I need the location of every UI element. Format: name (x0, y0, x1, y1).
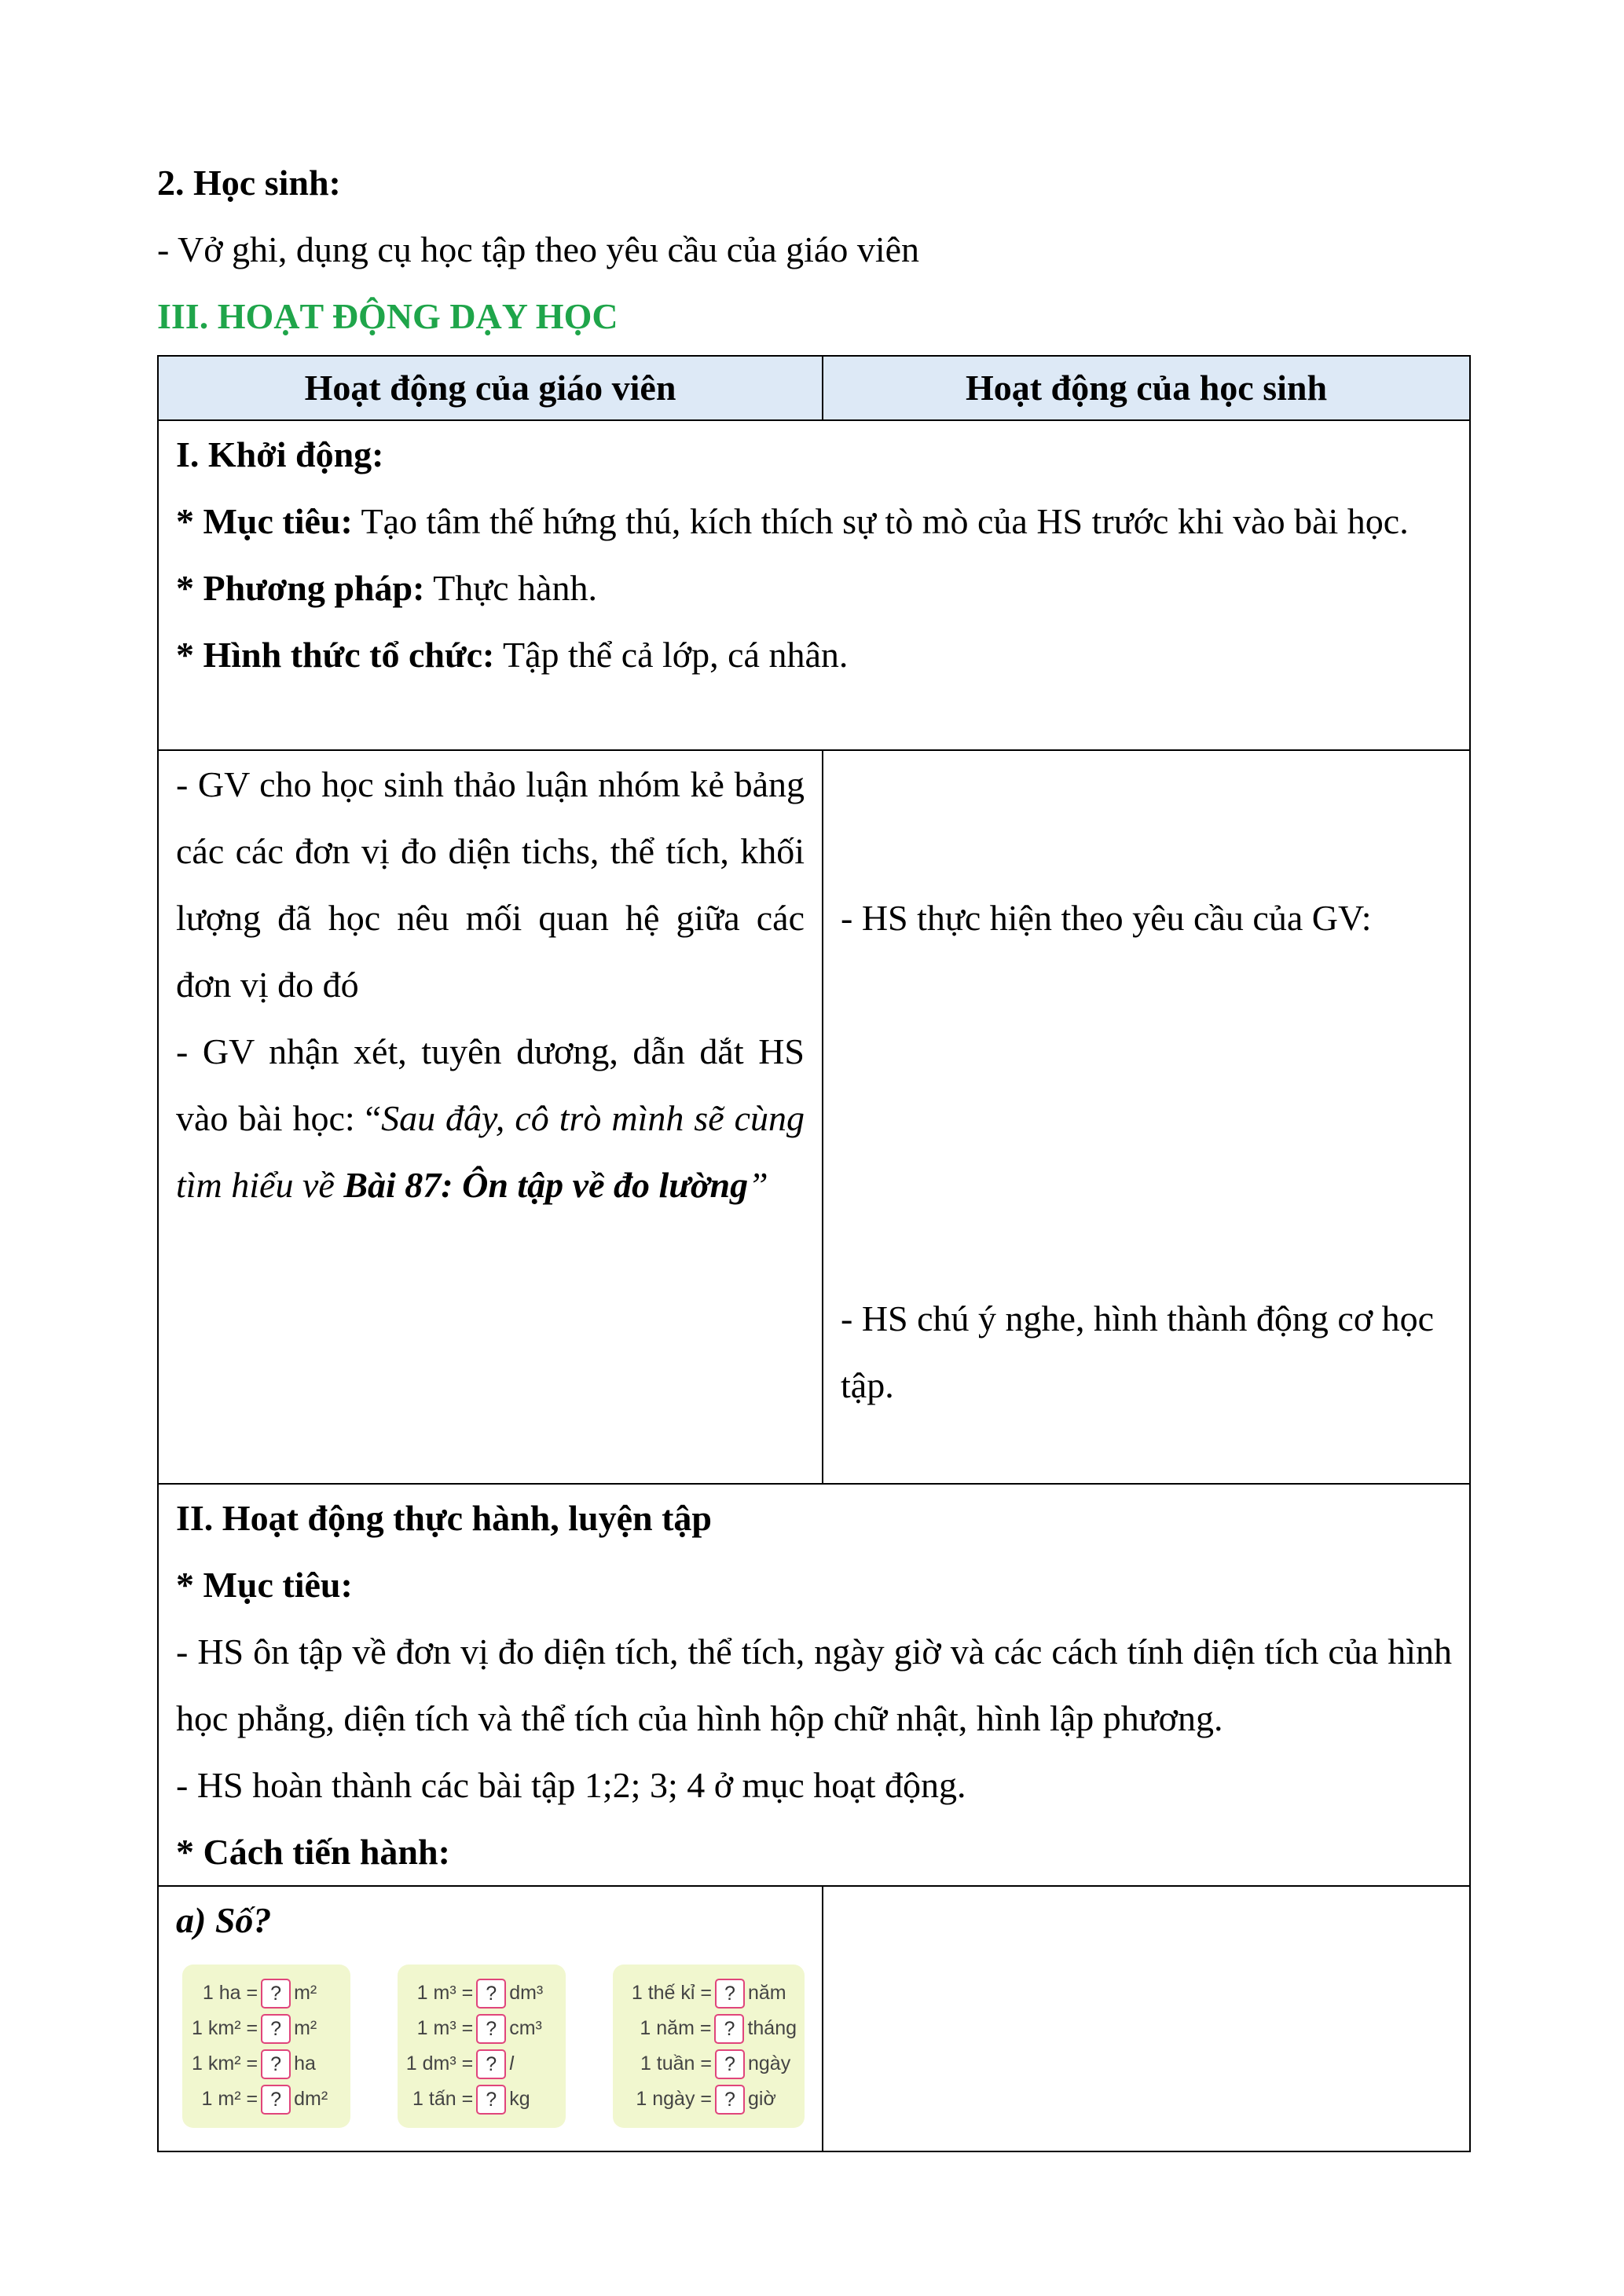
warmup-method: * Phương pháp: Thực hành. (176, 568, 597, 608)
practice-procedure-label: * Cách tiến hành: (176, 1832, 450, 1872)
exercise-student-cell (823, 1886, 1470, 2151)
activities-table (157, 355, 1471, 2152)
student-activity-cell (823, 750, 1470, 1484)
answer-box[interactable]: ? (476, 2085, 506, 2115)
warmup-row (158, 420, 1470, 750)
document-header (157, 149, 1469, 350)
conversion-row: 1 dm³ = ? l (405, 2046, 558, 2082)
conversion-row: 1 m² = ? dm² (190, 2082, 343, 2117)
section-title: III. HOẠT ĐỘNG DẠY HỌC (157, 296, 618, 336)
answer-box[interactable]: ? (476, 1979, 506, 2009)
volume-mass-units-card (398, 1965, 566, 2128)
warmup-activity-row (158, 750, 1470, 1484)
students-item: - Vở ghi, dụng cụ học tập theo yêu cầu của giáo viên (157, 229, 920, 269)
student-activity-2: - HS chú ý nghe, hình thành động cơ học tập. (841, 1298, 1435, 1405)
conversion-row: 1 km² = ? ha (190, 2046, 343, 2082)
practice-title: II. Hoạt động thực hành, luyện tập (176, 1498, 713, 1538)
teacher-activity-cell (158, 750, 823, 1484)
column-header-student: Hoạt động của học sinh (823, 356, 1470, 420)
conversion-row: 1 tuần = ? ngày (621, 2046, 797, 2082)
answer-box[interactable]: ? (261, 2049, 291, 2079)
teacher-activity-2: - GV nhận xét, tuyên dương, dẫn dắt HS vào bài học: “Sau đây, cô trò mình sẽ cùng tìm hiểu về Bài 87: Ôn tập về đo lường” (176, 1031, 805, 1205)
conversion-row: 1 thế kỉ = ? năm (621, 1976, 797, 2011)
conversion-row: 1 tấn = ? kg (405, 2082, 558, 2117)
conversion-row: 1 km² = ? m² (190, 2011, 343, 2046)
answer-box[interactable]: ? (715, 2049, 745, 2079)
answer-box[interactable]: ? (476, 2049, 506, 2079)
answer-box[interactable]: ? (261, 1979, 291, 2009)
warmup-cell (158, 420, 1470, 750)
answer-box[interactable]: ? (715, 2085, 745, 2115)
answer-box[interactable]: ? (476, 2014, 506, 2044)
practice-goal-1: - HS ôn tập về đơn vị đo diện tích, thể tích, ngày giờ và các cách tính diện tích của hình học phẳng, diện tích và thể tích của hình hộp chữ nhật, hình lập phương. (176, 1631, 1452, 1738)
student-activity-1: - HS thực hiện theo yêu cầu của GV: (841, 898, 1372, 938)
practice-goal-label: * Mục tiêu: (176, 1565, 353, 1605)
column-header-teacher: Hoạt động của giáo viên (158, 356, 823, 420)
answer-box[interactable]: ? (261, 2014, 291, 2044)
exercise-cell (158, 1886, 823, 2151)
table-header-row (158, 356, 1470, 420)
conversion-row: 1 năm = ? tháng (621, 2011, 797, 2046)
time-units-card (613, 1965, 805, 2128)
practice-goal-2: - HS hoàn thành các bài tập 1;2; 3; 4 ở mục hoạt động. (176, 1765, 966, 1805)
warmup-title: I. Khởi động: (176, 434, 384, 474)
warmup-goal: * Mục tiêu: Tạo tâm thế hứng thú, kích thích sự tò mò của HS trước khi vào bài học. (176, 501, 1409, 541)
unit-conversion-cards (182, 1965, 805, 2128)
practice-cell (158, 1484, 1470, 1886)
practice-row (158, 1484, 1470, 1886)
answer-box[interactable]: ? (261, 2085, 291, 2115)
exercise-row (158, 1886, 1470, 2151)
conversion-row: 1 ha = ? m² (190, 1976, 343, 2011)
conversion-row: 1 ngày = ? giờ (621, 2082, 797, 2117)
conversion-row: 1 m³ = ? cm³ (405, 2011, 558, 2046)
exercise-label: a) Số? (176, 1900, 272, 1940)
area-units-card (182, 1965, 350, 2128)
answer-box[interactable]: ? (715, 1979, 745, 2009)
students-heading: 2. Học sinh: (157, 163, 341, 203)
teacher-activity-1: - GV cho học sinh thảo luận nhóm kẻ bảng các các đơn vị đo diện tichs, thể tích, khối lượng đã học nêu mối quan hệ giữa các đơn vị đo đó (176, 764, 805, 1005)
conversion-row: 1 m³ = ? dm³ (405, 1976, 558, 2011)
answer-box[interactable]: ? (714, 2014, 744, 2044)
warmup-form: * Hình thức tổ chức: Tập thể cả lớp, cá nhân. (176, 635, 849, 675)
